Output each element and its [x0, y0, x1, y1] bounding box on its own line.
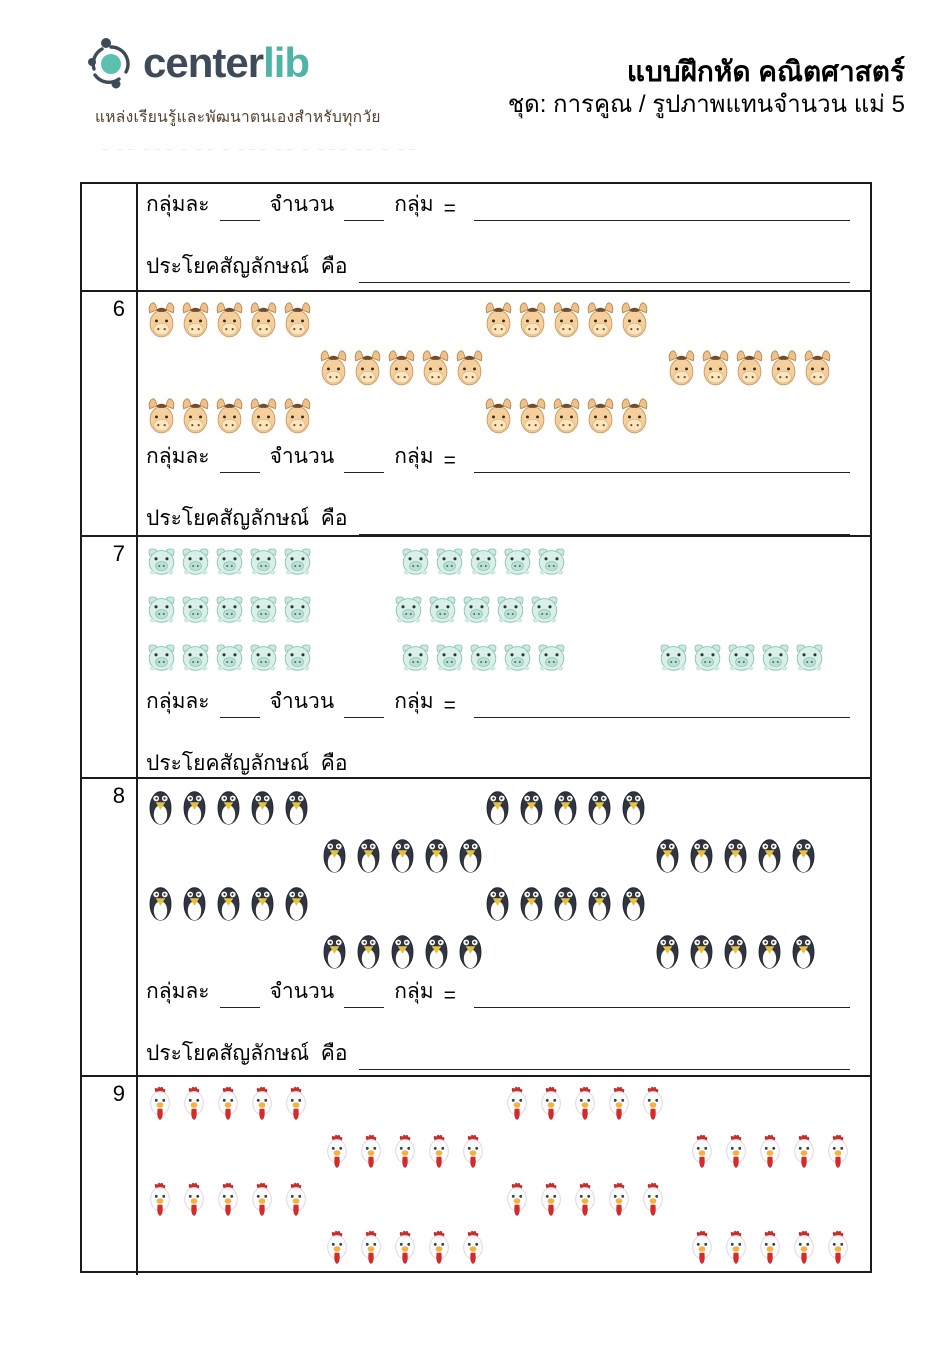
- chicken-icon: [537, 1085, 568, 1125]
- chicken-icon: [425, 1133, 456, 1173]
- row-content-cell: [138, 1077, 870, 1275]
- animal-line: [138, 879, 870, 927]
- animal-line: [138, 927, 870, 975]
- pig-icon: [214, 593, 245, 633]
- chicken-icon: [214, 1181, 245, 1221]
- chicken-icon: [459, 1229, 490, 1269]
- label-symbol-sentence: ประโยคสัญลักษณ์ คือ: [146, 255, 348, 278]
- brand-wordmark: [143, 39, 310, 86]
- animal-group-of-5: [146, 641, 313, 681]
- penguin-icon: [422, 835, 453, 875]
- chicken-icon: [722, 1133, 753, 1173]
- cow-icon: [585, 300, 616, 340]
- chicken-icon: [605, 1181, 636, 1221]
- worksheet-title-block: [508, 54, 905, 120]
- chicken-icon: [571, 1181, 602, 1221]
- penguin-icon: [388, 931, 419, 971]
- label-count: จำนวน: [269, 690, 335, 713]
- centerlib-orbit-icon: [85, 36, 135, 90]
- blank-group-size: [220, 197, 260, 221]
- pig-icon: [461, 593, 492, 633]
- worksheet-row-6: [82, 292, 870, 537]
- pig-icon: [692, 641, 723, 681]
- chicken-icon: [357, 1133, 388, 1173]
- cow-icon: [734, 348, 765, 388]
- answer-section: [138, 685, 870, 779]
- worksheet-row-7: [82, 537, 870, 779]
- penguin-icon: [388, 835, 419, 875]
- pig-icon: [180, 641, 211, 681]
- penguin-icon: [721, 835, 752, 875]
- cow-icon: [454, 348, 485, 388]
- cow-icon: [318, 348, 349, 388]
- faint-watermark-line: ﹍ ﹍﹍ ﹍﹍﹍ ﹍ ﹍﹍ ﹍ ﹍﹍﹍ ﹍﹍ ﹍ ﹍﹍﹍ ﹍﹍ ﹍ ﹍﹍: [100, 141, 419, 151]
- penguin-icon: [354, 931, 385, 971]
- pig-icon: [180, 545, 211, 585]
- penguin-icon: [146, 787, 177, 827]
- chicken-icon: [639, 1085, 670, 1125]
- answer-line-symbol-sentence: [146, 747, 850, 779]
- cow-icon: [551, 300, 582, 340]
- row-number: 9: [82, 1077, 138, 1275]
- label-symbol-sentence: ประโยคสัญลักษณ์ คือ: [146, 1042, 348, 1065]
- chicken-icon: [824, 1133, 855, 1173]
- animal-line: [138, 831, 870, 879]
- penguin-icon: [653, 931, 684, 971]
- label-group: กลุ่ม: [394, 445, 434, 468]
- chicken-icon: [790, 1133, 821, 1173]
- chicken-icon: [425, 1229, 456, 1269]
- penguin-icon: [619, 883, 650, 923]
- worksheet-subtitle: ชุด: การคูณ / รูปภาพแทนจำนวน แม่ 5: [507, 91, 905, 118]
- centerlib-logo: [85, 36, 309, 90]
- animal-group-of-5: [146, 396, 313, 436]
- chicken-icon: [503, 1085, 534, 1125]
- penguin-icon: [585, 883, 616, 923]
- animal-group-of-5: [146, 883, 313, 923]
- row-content-cell: [138, 537, 870, 777]
- pig-icon: [536, 641, 567, 681]
- label-equals: =: [443, 984, 456, 1007]
- brand-secondary: lib: [263, 39, 310, 86]
- chicken-icon: [756, 1133, 787, 1173]
- animal-group-of-5: [400, 545, 567, 585]
- animal-group-of-5: [320, 931, 487, 971]
- penguin-icon: [248, 787, 279, 827]
- pig-icon: [282, 545, 313, 585]
- chicken-icon: [571, 1085, 602, 1125]
- penguin-icon: [214, 787, 245, 827]
- blank-group-size: [220, 449, 260, 473]
- label-symbol-sentence: ประโยคสัญลักษณ์ คือ: [146, 507, 348, 530]
- animal-group-of-5: [666, 348, 833, 388]
- pig-icon: [214, 641, 245, 681]
- pig-icon: [146, 641, 177, 681]
- animal-group-of-5: [483, 300, 650, 340]
- animal-group-of-5: [146, 300, 313, 340]
- label-symbol-sentence: ประโยคสัญลักษณ์ คือ: [146, 752, 348, 775]
- worksheet-title: แบบฝึกหัด คณิตศาสตร์: [626, 56, 905, 87]
- row-content-cell: [138, 184, 870, 290]
- animal-group-of-5: [483, 883, 650, 923]
- pig-icon: [536, 545, 567, 585]
- chicken-icon: [503, 1181, 534, 1221]
- row-content-cell: [138, 292, 870, 535]
- penguin-icon: [320, 835, 351, 875]
- answer-line-symbol-sentence: [146, 250, 850, 283]
- chicken-icon: [357, 1229, 388, 1269]
- penguin-icon: [422, 931, 453, 971]
- row-number: 7: [82, 537, 138, 777]
- label-equals: =: [443, 449, 456, 472]
- blank-result: [474, 694, 850, 718]
- pig-icon: [502, 641, 533, 681]
- worksheet-row-partial: [82, 184, 870, 292]
- pig-icon: [529, 593, 560, 633]
- animal-group-of-5: [688, 1229, 855, 1269]
- blank-group-count: [344, 197, 384, 221]
- label-group-each: กลุ่มละ: [146, 980, 210, 1003]
- animal-group-of-5: [393, 593, 560, 633]
- cow-icon: [483, 300, 514, 340]
- chicken-icon: [248, 1085, 279, 1125]
- chicken-icon: [688, 1133, 719, 1173]
- worksheet-table: [80, 182, 872, 1273]
- cow-icon: [282, 396, 313, 436]
- label-group-each: กลุ่มละ: [146, 690, 210, 713]
- penguin-icon: [619, 787, 650, 827]
- animal-group-of-5: [146, 1181, 313, 1221]
- pig-icon: [393, 593, 424, 633]
- blank-group-count: [344, 694, 384, 718]
- animal-group-of-5: [483, 396, 650, 436]
- chicken-icon: [391, 1133, 422, 1173]
- animal-line: [138, 1129, 870, 1177]
- pig-icon: [400, 545, 431, 585]
- animal-line: [138, 296, 870, 344]
- penguin-icon: [551, 883, 582, 923]
- cow-icon: [248, 396, 279, 436]
- penguin-icon: [483, 883, 514, 923]
- chicken-icon: [756, 1229, 787, 1269]
- chicken-icon: [790, 1229, 821, 1269]
- penguin-icon: [354, 835, 385, 875]
- chicken-icon: [323, 1229, 354, 1269]
- pig-icon: [248, 593, 279, 633]
- cow-icon: [517, 396, 548, 436]
- cow-icon: [420, 348, 451, 388]
- worksheet-row-9: [82, 1077, 870, 1275]
- penguin-icon: [517, 883, 548, 923]
- pig-icon: [794, 641, 825, 681]
- animal-line: [138, 1225, 870, 1273]
- chicken-icon: [214, 1085, 245, 1125]
- penguin-icon: [517, 787, 548, 827]
- animal-line: [138, 783, 870, 831]
- penguin-icon: [214, 883, 245, 923]
- blank-group-size: [220, 984, 260, 1008]
- answer-line-multiplication: [146, 975, 850, 1008]
- animal-line: [138, 541, 870, 589]
- cow-icon: [517, 300, 548, 340]
- penguin-icon: [146, 883, 177, 923]
- pig-icon: [468, 641, 499, 681]
- label-group: กลุ่ม: [394, 193, 434, 216]
- pig-icon: [146, 545, 177, 585]
- chicken-icon: [605, 1085, 636, 1125]
- cow-icon: [248, 300, 279, 340]
- pig-icon: [434, 641, 465, 681]
- penguin-icon: [483, 787, 514, 827]
- animal-group-of-5: [400, 641, 567, 681]
- cow-icon: [585, 396, 616, 436]
- pig-icon: [248, 641, 279, 681]
- cow-icon: [483, 396, 514, 436]
- animal-line: [138, 1081, 870, 1129]
- chicken-icon: [722, 1229, 753, 1269]
- blank-symbol-sentence: [359, 1046, 850, 1070]
- animal-group-of-5: [323, 1133, 490, 1173]
- cow-icon: [214, 396, 245, 436]
- chicken-icon: [459, 1133, 490, 1173]
- cow-icon: [386, 348, 417, 388]
- chicken-icon: [282, 1181, 313, 1221]
- chicken-icon: [180, 1181, 211, 1221]
- pig-icon: [434, 545, 465, 585]
- animal-line: [138, 392, 870, 440]
- penguin-icon: [180, 787, 211, 827]
- animal-group-of-5: [320, 835, 487, 875]
- penguin-icon: [653, 835, 684, 875]
- animal-group-of-5: [146, 545, 313, 585]
- answer-line-symbol-sentence: [146, 1037, 850, 1070]
- label-count: จำนวน: [269, 445, 335, 468]
- animal-group-of-5: [323, 1229, 490, 1269]
- answer-section: [138, 975, 870, 1077]
- answer-section: [138, 188, 870, 291]
- pig-icon: [180, 593, 211, 633]
- label-count: จำนวน: [269, 193, 335, 216]
- animal-group-of-5: [653, 835, 820, 875]
- cow-icon: [180, 300, 211, 340]
- animal-group-of-5: [146, 787, 313, 827]
- animal-line: [138, 637, 870, 685]
- chicken-icon: [146, 1085, 177, 1125]
- answer-line-symbol-sentence: [146, 502, 850, 535]
- animal-group-of-5: [653, 931, 820, 971]
- answer-line-multiplication: [146, 440, 850, 473]
- cow-icon: [619, 300, 650, 340]
- blank-group-size: [220, 694, 260, 718]
- cow-icon: [700, 348, 731, 388]
- animal-group-of-5: [146, 593, 313, 633]
- chicken-icon: [688, 1229, 719, 1269]
- pig-icon: [248, 545, 279, 585]
- penguin-icon: [248, 883, 279, 923]
- chicken-icon: [323, 1133, 354, 1173]
- penguin-icon: [687, 835, 718, 875]
- penguin-icon: [456, 931, 487, 971]
- penguin-icon: [789, 931, 820, 971]
- chicken-icon: [248, 1181, 279, 1221]
- blank-symbol-sentence: [359, 756, 850, 779]
- penguin-icon: [456, 835, 487, 875]
- animal-group-of-5: [503, 1085, 670, 1125]
- blank-group-count: [344, 984, 384, 1008]
- worksheet-row-8: [82, 779, 870, 1077]
- pig-icon: [468, 545, 499, 585]
- answer-line-multiplication: [146, 685, 850, 718]
- label-group: กลุ่ม: [394, 980, 434, 1003]
- penguin-icon: [282, 787, 313, 827]
- cow-icon: [146, 300, 177, 340]
- cow-icon: [768, 348, 799, 388]
- brand-tagline: แหล่งเรียนรู้และพัฒนาตนเองสำหรับทุกวัย: [95, 109, 381, 126]
- cow-icon: [551, 396, 582, 436]
- penguin-icon: [180, 883, 211, 923]
- cow-icon: [214, 300, 245, 340]
- answer-line-multiplication: [146, 188, 850, 221]
- animal-group-of-5: [318, 348, 485, 388]
- blank-result: [474, 197, 850, 221]
- cow-icon: [802, 348, 833, 388]
- brand-primary: center: [143, 39, 264, 86]
- pig-icon: [726, 641, 757, 681]
- pig-icon: [146, 593, 177, 633]
- chicken-icon: [180, 1085, 211, 1125]
- pig-icon: [502, 545, 533, 585]
- row-number: 8: [82, 779, 138, 1075]
- pig-icon: [760, 641, 791, 681]
- chicken-icon: [282, 1085, 313, 1125]
- cow-icon: [619, 396, 650, 436]
- penguin-icon: [721, 931, 752, 971]
- label-group: กลุ่ม: [394, 690, 434, 713]
- cow-icon: [282, 300, 313, 340]
- row-number: [82, 184, 138, 290]
- cow-icon: [180, 396, 211, 436]
- label-equals: =: [443, 694, 456, 717]
- row-content-cell: [138, 779, 870, 1075]
- blank-group-count: [344, 449, 384, 473]
- blank-symbol-sentence: [359, 511, 850, 535]
- blank-result: [474, 449, 850, 473]
- penguin-icon: [755, 835, 786, 875]
- cow-icon: [146, 396, 177, 436]
- chicken-icon: [391, 1229, 422, 1269]
- animal-line: [138, 1177, 870, 1225]
- penguin-icon: [585, 787, 616, 827]
- pig-icon: [495, 593, 526, 633]
- pig-icon: [658, 641, 689, 681]
- animal-group-of-5: [483, 787, 650, 827]
- penguin-icon: [687, 931, 718, 971]
- animal-line: [138, 344, 870, 392]
- pig-icon: [282, 641, 313, 681]
- animal-line: [138, 589, 870, 637]
- penguin-icon: [320, 931, 351, 971]
- chicken-icon: [639, 1181, 670, 1221]
- cow-icon: [352, 348, 383, 388]
- chicken-icon: [824, 1229, 855, 1269]
- penguin-icon: [551, 787, 582, 827]
- label-equals: =: [443, 197, 456, 220]
- blank-symbol-sentence: [359, 259, 850, 283]
- cow-icon: [666, 348, 697, 388]
- chicken-icon: [537, 1181, 568, 1221]
- penguin-icon: [282, 883, 313, 923]
- blank-result: [474, 984, 850, 1008]
- pig-icon: [282, 593, 313, 633]
- label-group-each: กลุ่มละ: [146, 193, 210, 216]
- label-count: จำนวน: [269, 980, 335, 1003]
- animal-group-of-5: [688, 1133, 855, 1173]
- answer-section: [138, 440, 870, 537]
- penguin-icon: [755, 931, 786, 971]
- chicken-icon: [146, 1181, 177, 1221]
- penguin-icon: [789, 835, 820, 875]
- animal-group-of-5: [503, 1181, 670, 1221]
- animal-group-of-5: [658, 641, 825, 681]
- pig-icon: [427, 593, 458, 633]
- pig-icon: [214, 545, 245, 585]
- animal-group-of-5: [146, 1085, 313, 1125]
- pig-icon: [400, 641, 431, 681]
- row-number: 6: [82, 292, 138, 535]
- label-group-each: กลุ่มละ: [146, 445, 210, 468]
